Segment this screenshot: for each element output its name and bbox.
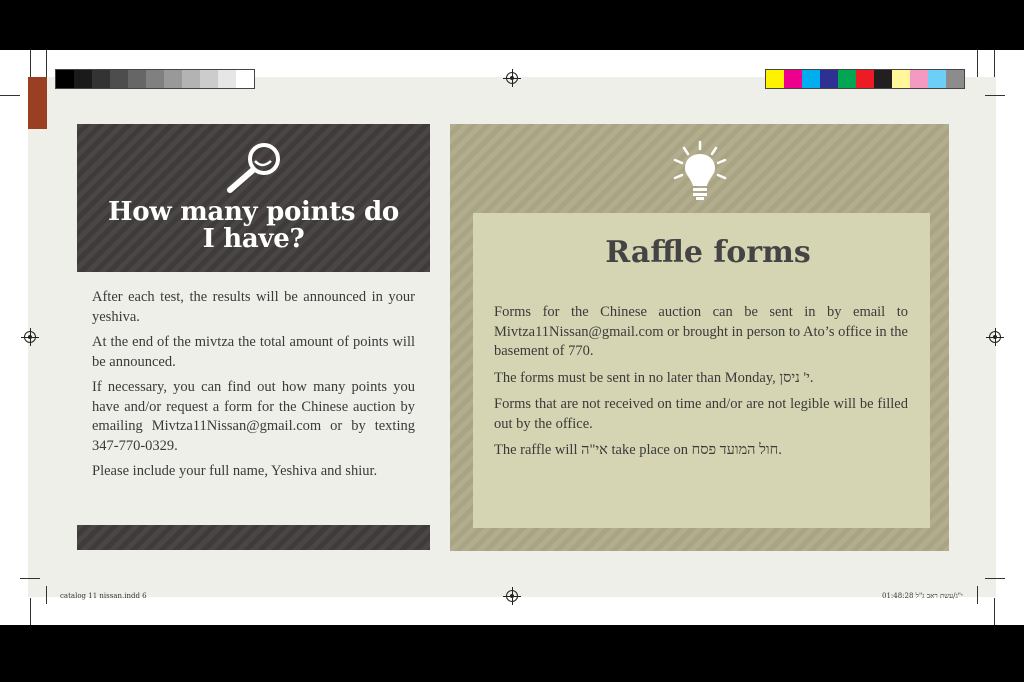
raffle-title: Raffle forms (605, 235, 811, 270)
crop-mark (30, 598, 31, 625)
lightbulb-icon (672, 140, 728, 202)
color-swatch (802, 70, 820, 88)
gray-swatch (146, 70, 164, 88)
color-swatch (892, 70, 910, 88)
gray-swatch (92, 70, 110, 88)
color-swatch-bar (765, 69, 965, 89)
gray-swatch (218, 70, 236, 88)
slug-timestamp: י"ג/עשת ראב ג"ל 01:48:28 (882, 592, 963, 600)
crop-mark (46, 50, 47, 77)
points-footer-bar (77, 525, 430, 550)
raffle-paragraph: The forms must be sent in no later than Monday, י' ניסן. (494, 369, 814, 386)
points-title-line1: How many points do (108, 197, 399, 227)
color-swatch (766, 70, 784, 88)
crop-mark (20, 578, 40, 579)
crop-mark (994, 598, 995, 625)
crop-mark (985, 578, 1005, 579)
gray-swatch (236, 70, 254, 88)
color-swatch (820, 70, 838, 88)
gray-swatch (200, 70, 218, 88)
color-swatch (910, 70, 928, 88)
points-body (92, 288, 415, 488)
crop-mark (977, 50, 978, 77)
color-swatch (838, 70, 856, 88)
color-swatch (928, 70, 946, 88)
crop-mark (0, 95, 20, 96)
color-swatch (784, 70, 802, 88)
crop-mark (985, 95, 1005, 96)
crop-mark (977, 586, 978, 604)
crop-mark (30, 50, 31, 77)
points-title-line2: I have? (202, 224, 305, 254)
registration-mark-icon (24, 331, 36, 343)
color-swatch (946, 70, 964, 88)
points-paragraph: After each test, the results will be announced in your yeshiva. (92, 289, 415, 325)
crop-mark (46, 586, 47, 604)
gray-swatch (110, 70, 128, 88)
magnifier-icon (224, 140, 284, 195)
slug-filename: catalog 11 nissan.indd 6 (60, 592, 147, 600)
points-paragraph: Please include your full name, Yeshiva and shiur. (92, 463, 378, 479)
registration-mark-icon (506, 590, 518, 602)
points-title (77, 199, 430, 253)
gray-swatch (182, 70, 200, 88)
color-swatch (856, 70, 874, 88)
registration-mark-icon (989, 331, 1001, 343)
gray-swatch-bar (55, 69, 255, 89)
raffle-paragraph: Forms that are not received on time and/or are not legible will be filled out by the office. (494, 396, 908, 432)
color-swatch (874, 70, 892, 88)
registration-mark-icon (506, 72, 518, 84)
gray-swatch (164, 70, 182, 88)
points-paragraph: If necessary, you can find out how many points you have and/or request a form for the Chinese auction by emailing Mivtza11Nissan@gmail.com or by texting 347-770-0329. (92, 379, 415, 454)
raffle-body (494, 303, 908, 468)
gray-swatch (56, 70, 74, 88)
raffle-paragraph: The raffle will אי"ה take place on חול המועד פסח. (494, 442, 782, 458)
raffle-paragraph: Forms for the Chinese auction can be sent in by email to Mivtza11Nissan@gmail.com or brought in person to Ato’s office in the basement of 770. (494, 304, 908, 359)
color-tab (28, 77, 47, 129)
gray-swatch (74, 70, 92, 88)
gray-swatch (128, 70, 146, 88)
points-paragraph: At the end of the mivtza the total amount of points will be announced. (92, 334, 415, 370)
crop-mark (994, 50, 995, 77)
